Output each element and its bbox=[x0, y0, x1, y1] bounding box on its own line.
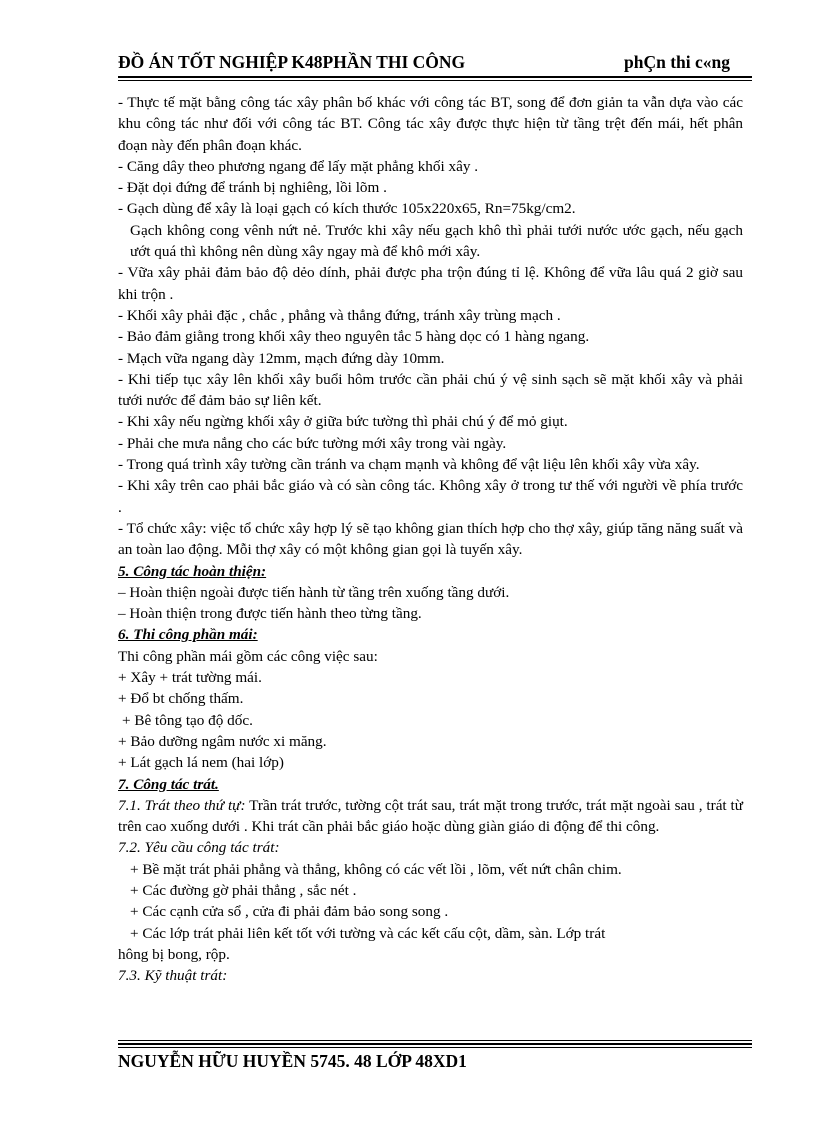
paragraph: - Khi xây nếu ngừng khối xây ở giữa bức tường thì phải chú ý để mỏ giụt. bbox=[118, 413, 568, 431]
section-heading-7 bbox=[118, 774, 743, 795]
heading-text: 5. Công tác hoàn thiện: bbox=[118, 562, 267, 580]
paragraph: Gạch không cong vênh nứt nẻ. Trước khi xây nếu gạch khô thì phải tưới nước ước gạch, nếu gạch ướt quá thì không nên dùng xây ngay mà để khô mới xây. bbox=[130, 221, 743, 261]
paragraph: – Hoàn thiện trong được tiến hành theo từng tầng. bbox=[118, 605, 422, 623]
paragraph: - Đặt dọi đứng để tránh bị nghiêng, lồi lõm . bbox=[118, 179, 387, 197]
paragraph: - Căng dây theo phương ngang để lấy mặt phẳng khối xây . bbox=[118, 157, 479, 175]
subheading: 7.2. Yêu cầu công tác trát: bbox=[118, 839, 280, 857]
section-heading-6 bbox=[118, 624, 743, 645]
header-section-title: phÇn thi c«ng bbox=[623, 52, 730, 72]
paragraph: - Khối xây phải đặc , chắc , phẳng và thẳng đứng, tránh xây trùng mạch . bbox=[118, 306, 561, 324]
list-item: + Các lớp trát phải liên kết tốt với tường và các kết cấu cột, dầm, sàn. Lớp trát bbox=[130, 924, 606, 942]
paragraph: - Mạch vữa ngang dày 12mm, mạch đứng dày 10mm. bbox=[118, 349, 445, 367]
list-item: + Xây + trát tường mái. bbox=[118, 669, 262, 687]
section-heading-5 bbox=[118, 561, 743, 582]
subheading-lead: 7.1. Trát theo thứ tự: bbox=[118, 796, 246, 814]
paragraph: - Tổ chức xây: việc tổ chức xây hợp lý sẽ tạo không gian thích hợp cho thợ xây, giúp tăng năng suất và an toàn lao động. Mỗi thợ xây có một không gian gọi là tuyến xây. bbox=[118, 519, 743, 559]
paragraph: hông bị bong, rộp. bbox=[118, 945, 230, 963]
paragraph: - Trong quá trình xây tường cần tránh va chạm mạnh và không để vật liệu lên khối xây vừa xây. bbox=[118, 456, 700, 474]
list-item: + Các cạnh cửa sổ , cửa đi phải đảm bảo song song . bbox=[130, 903, 449, 921]
paragraph-text: Trần trát trước, tường cột trát sau, trát mặt trong trước, trát mặt ngoài sau , trát từ trên cao xuống dưới . Khi trát cần phải bắc giáo hoặc dùng giàn giáo di động để thi công. bbox=[118, 796, 743, 836]
paragraph: - Gạch dùng để xây là loại gạch có kích thước 105x220x65, Rn=75kg/cm2. bbox=[118, 200, 576, 218]
header-title: ĐỒ ÁN TỐT NGHIỆP K48PHẦN THI CÔNG bbox=[118, 52, 466, 72]
footer-rule bbox=[118, 1040, 752, 1041]
paragraph: - Khi tiếp tục xây lên khối xây buổi hôm trước cần phải chú ý vệ sinh sạch sẽ mặt khối xây và phải tưới nước để đảm bảo sự liên kết. bbox=[118, 370, 743, 410]
list-item: + Các đường gờ phải thẳng , sắc nét . bbox=[130, 881, 357, 899]
list-item: + Bê tông tạo độ dốc. bbox=[122, 711, 253, 729]
paragraph: – Hoàn thiện ngoài được tiến hành từ tầng trên xuống tầng dưới. bbox=[118, 583, 510, 601]
heading-text: 6. Thi công phần mái: bbox=[118, 626, 258, 644]
heading-text: 7. Công tác trát. bbox=[118, 775, 219, 793]
list-item: + Lát gạch lá nem (hai lớp) bbox=[118, 754, 284, 772]
paragraph: - Vữa xây phải đảm bảo độ dẻo dính, phải được pha trộn đúng tỉ lệ. Không để vữa lâu quá 2 giờ sau khi trộn . bbox=[118, 264, 743, 303]
paragraph: - Bảo đảm giằng trong khối xây theo nguyên tắc 5 hàng dọc có 1 hàng ngang. bbox=[118, 328, 590, 346]
list-item: + Bề mặt trát phải phẳng và thẳng, không có các vết lồi , lõm, vết nứt chân chim. bbox=[130, 860, 622, 878]
page-header bbox=[118, 52, 752, 78]
footer-rule-thin bbox=[118, 1047, 752, 1048]
paragraph: - Khi xây trên cao phải bắc giáo và có sàn công tác. Không xây ở trong tư thế với người về phía trước . bbox=[118, 477, 743, 516]
subheading: 7.3. Kỹ thuật trát: bbox=[118, 967, 228, 985]
list-item: + Bảo dưỡng ngâm nước xi măng. bbox=[118, 732, 327, 750]
paragraph: - Phải che mưa nắng cho các bức tường mới xây trong vài ngày. bbox=[118, 434, 507, 452]
document-body bbox=[118, 92, 743, 986]
paragraph: - Thực tế mặt bằng công tác xây phân bố khác với công tác BT, song để đơn giản ta vẫn dựa vào các khu công tác như đối với công tác BT. Công tác xây được thực hiện từ tầng trệt đến mái, hết phân đoạn này đến phân đoạn khác. bbox=[118, 94, 743, 154]
page-footer: NGUYỄN HỮU HUYỀN 5745. 48 LỚP 48XD1 bbox=[118, 1051, 467, 1071]
list-item: + Đổ bt chống thấm. bbox=[118, 690, 244, 708]
paragraph: Thi công phần mái gồm các công việc sau: bbox=[118, 647, 378, 665]
header-rule bbox=[118, 76, 752, 78]
footer-rule-thick bbox=[118, 1043, 752, 1045]
header-rule-thin bbox=[118, 80, 752, 81]
paragraph bbox=[118, 795, 743, 838]
